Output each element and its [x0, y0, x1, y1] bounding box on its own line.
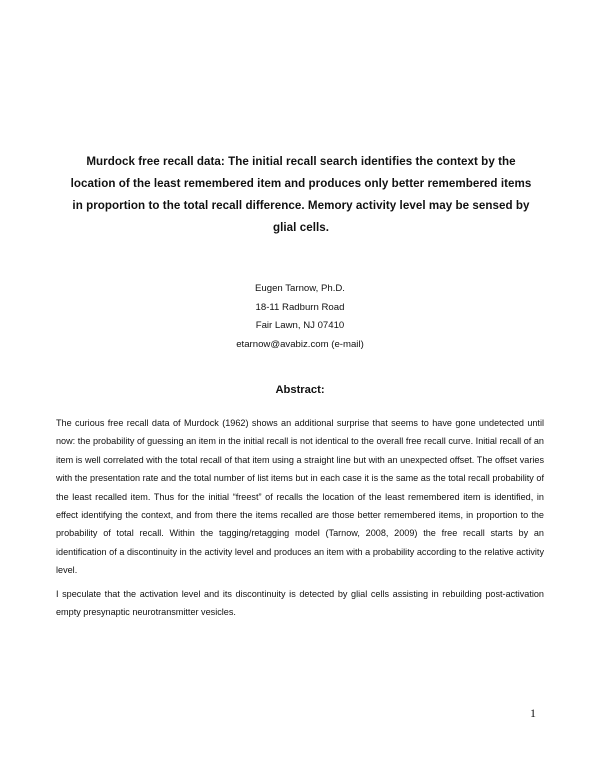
author-name: Eugen Tarnow, Ph.D. — [255, 283, 345, 294]
abstract-paragraph-1: The curious free recall data of Murdock (1962) shows an additional surprise that seems to have gone undetected until now: the probability of guessing an item in the initial recall is not identical to the overall free recall curve. Initial recall of an item is well correlated with the total recall of that item using a straight line but with an unexpected offset. The offset varies with the presentation rate and the total number of list items but in each case it is the same as the total recall probability of the least recalled item. Thus for the initial “freest” of recalls the location of the least remembered item is identified, in effect identifying the context, and from there the items recalled are those better remembered items, in proportion to the probability of total recall. Within the tagging/retagging model (Tarnow, 2008, 2009) the free recall starts by an identification of a discontinuity in the activity level and produces an item with a probability according to the relative activity level. — [56, 418, 544, 576]
author-address-line1: 18-11 Radburn Road — [255, 301, 345, 313]
abstract-heading: Abstract: — [275, 384, 325, 396]
author-email: etarnow@avabiz.com (e-mail) — [236, 339, 364, 351]
author-address-line2: Fair Lawn, NJ 07410 — [255, 320, 345, 332]
page-number: 1 — [530, 706, 536, 720]
abstract-paragraph-2: I speculate that the activation level and its discontinuity is detected by glial cells assisting in rebuilding post-activation empty presynaptic neurotransmitter vesicles. — [56, 589, 544, 618]
paper-title: Murdock free recall data: The initial recall search identifies the context by the location of the least remembered item and produces only better remembered items in proportion to the total recall difference. Memory activity level may be sensed by glial cells. — [70, 155, 532, 234]
author-block — [150, 280, 450, 355]
